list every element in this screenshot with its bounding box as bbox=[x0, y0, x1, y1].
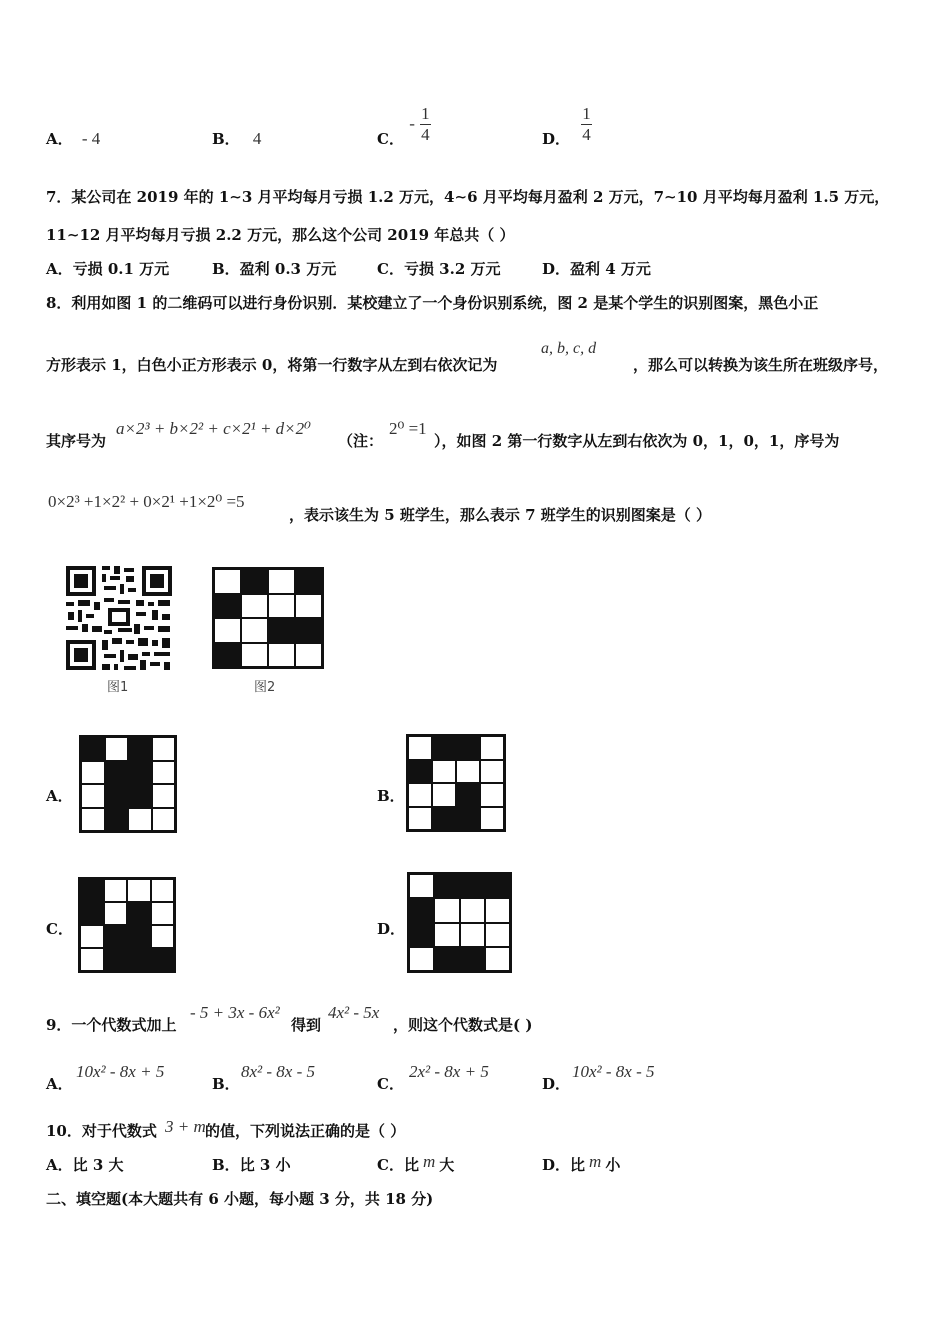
q6-option-c-denominator: 4 bbox=[421, 125, 430, 144]
q10-option-d-pre: 比 bbox=[570, 1156, 586, 1174]
optD-cell-3-2 bbox=[460, 947, 485, 971]
optB-cell-2-3 bbox=[480, 783, 504, 807]
optC-cell-2-2 bbox=[127, 925, 151, 948]
optC-cell-0-2 bbox=[127, 879, 151, 902]
optD-cell-3-0 bbox=[409, 947, 434, 971]
fig2-cell-3-1 bbox=[241, 643, 268, 668]
optA-cell-1-2 bbox=[128, 761, 152, 785]
optC-cell-1-0 bbox=[80, 902, 104, 925]
optA-cell-1-3 bbox=[152, 761, 176, 785]
optB-cell-0-3 bbox=[480, 736, 504, 760]
optB-cell-1-1 bbox=[432, 760, 456, 784]
q9-option-d-expr: 10x² - 8x - 5 bbox=[572, 1062, 655, 1081]
optA-cell-0-0 bbox=[81, 737, 105, 761]
optC-cell-3-0 bbox=[80, 948, 104, 971]
optB-cell-2-0 bbox=[408, 783, 432, 807]
q6-option-b-letter: B． bbox=[212, 130, 240, 148]
optB-cell-3-1 bbox=[432, 807, 456, 831]
q10-expr: 3 + m bbox=[165, 1117, 206, 1136]
q6-option-b-value: 4 bbox=[252, 129, 262, 148]
fig2-cell-3-3 bbox=[295, 643, 322, 668]
fig2-cell-0-1 bbox=[241, 569, 268, 594]
fig2-cell-0-2 bbox=[268, 569, 295, 594]
fig1-caption: 图1 bbox=[107, 680, 129, 695]
qr-finder-bottom-left bbox=[66, 640, 96, 670]
optA-cell-3-0 bbox=[81, 808, 105, 832]
q6-option-d bbox=[542, 104, 592, 149]
q9-option-c-letter: C． bbox=[377, 1075, 404, 1093]
q6-option-c-letter: C． bbox=[377, 130, 404, 148]
q6-option-d-numerator: 1 bbox=[582, 104, 591, 123]
q6-option-c-fraction bbox=[420, 104, 431, 145]
q9-option-b-letter: B． bbox=[212, 1075, 240, 1093]
q10-option-c-math: m bbox=[422, 1152, 436, 1171]
q8-option-c-label: C． bbox=[46, 920, 73, 938]
q8-line3-post: ），如图 2 第一行数字从左到右依次为 0，1，0，1，序号为 bbox=[434, 432, 840, 450]
q9-pre: 9．一个代数式加上 bbox=[46, 1016, 177, 1034]
optA-cell-1-0 bbox=[81, 761, 105, 785]
optD-cell-0-1 bbox=[434, 874, 459, 898]
optD-cell-3-1 bbox=[434, 947, 459, 971]
optD-cell-1-1 bbox=[434, 898, 459, 922]
q10-option-d-letter: D． bbox=[542, 1156, 571, 1174]
optA-cell-3-3 bbox=[152, 808, 176, 832]
optA-cell-0-1 bbox=[105, 737, 129, 761]
q10-option-a-letter: A． bbox=[46, 1156, 73, 1174]
optC-cell-0-1 bbox=[104, 879, 128, 902]
q8-option-a-pattern bbox=[79, 735, 177, 833]
q9-post: ，则这个代数式是( ) bbox=[393, 1016, 533, 1034]
q8-line2-post: ，那么可以转换为该生所在班级序号， bbox=[633, 356, 889, 374]
q7-option-d: D．盈利 4 万元 bbox=[542, 260, 651, 278]
optA-cell-3-1 bbox=[105, 808, 129, 832]
optD-cell-2-1 bbox=[434, 923, 459, 947]
fig2-cell-1-0 bbox=[214, 594, 241, 619]
q8-line3-note-pre: （注： bbox=[338, 432, 384, 450]
q8-line3-note-math: 2⁰ =1 bbox=[389, 419, 427, 438]
q8-line4-post: ，表示该生为 5 班学生，那么表示 7 班学生的识别图案是（ ） bbox=[289, 506, 711, 524]
q9-option-a-expr: 10x² - 8x + 5 bbox=[76, 1062, 165, 1081]
fig2-cell-1-3 bbox=[295, 594, 322, 619]
q7-option-a: A．亏损 0.1 万元 bbox=[46, 260, 170, 278]
fig2-cell-2-0 bbox=[214, 618, 241, 643]
q9-option-d-letter: D． bbox=[542, 1075, 571, 1093]
optA-cell-2-3 bbox=[152, 784, 176, 808]
qr-finder-top-right bbox=[142, 566, 172, 596]
q9-expr2: 4x² - 5x bbox=[328, 1003, 380, 1022]
optC-cell-0-0 bbox=[80, 879, 104, 902]
optA-cell-3-2 bbox=[128, 808, 152, 832]
q6-option-c bbox=[377, 104, 431, 149]
optC-cell-3-2 bbox=[127, 948, 151, 971]
optC-cell-3-3 bbox=[151, 948, 175, 971]
optD-cell-2-2 bbox=[460, 923, 485, 947]
q10-option-c bbox=[377, 1154, 454, 1175]
optC-cell-1-1 bbox=[104, 902, 128, 925]
optC-cell-1-2 bbox=[127, 902, 151, 925]
optA-cell-2-1 bbox=[105, 784, 129, 808]
optC-cell-2-1 bbox=[104, 925, 128, 948]
optB-cell-0-0 bbox=[408, 736, 432, 760]
q10-option-c-letter: C． bbox=[377, 1156, 404, 1174]
qr-finder-top-left bbox=[66, 566, 96, 596]
q7-line2: 11∼12 月平均每月亏损 2.2 万元，那么这个公司 2019 年总共（ ） bbox=[46, 226, 515, 244]
q7-option-c: C．亏损 3.2 万元 bbox=[377, 260, 501, 278]
optA-cell-1-1 bbox=[105, 761, 129, 785]
q10-option-b-letter: B． bbox=[212, 1156, 240, 1174]
optD-cell-0-2 bbox=[460, 874, 485, 898]
q10-option-d-post: 小 bbox=[605, 1156, 621, 1174]
q6-option-d-denominator: 4 bbox=[582, 125, 591, 144]
optB-cell-2-2 bbox=[456, 783, 480, 807]
q8-line1: 8．利用如图 1 的二维码可以进行身份识别．某校建立了一个身份识别系统，图 2 是某个学生的识别图案，黑色小正 bbox=[46, 294, 819, 312]
q9-option-b-expr: 8x² - 8x - 5 bbox=[241, 1062, 316, 1081]
section2-heading: 二、填空题(本大题共有 6 小题，每小题 3 分，共 18 分) bbox=[46, 1190, 434, 1208]
q8-line3-formula: a×2³ + b×2² + c×2¹ + d×2⁰ bbox=[116, 419, 311, 438]
fig2-cell-2-1 bbox=[241, 618, 268, 643]
fig2-caption: 图2 bbox=[254, 680, 276, 695]
optA-cell-2-0 bbox=[81, 784, 105, 808]
q9-option-c-expr: 2x² - 8x + 5 bbox=[409, 1062, 489, 1081]
q8-option-d-label: D． bbox=[377, 920, 406, 938]
q10-option-a bbox=[46, 1154, 124, 1175]
fig1-qr-code bbox=[64, 564, 174, 672]
q6-option-a-letter: A． bbox=[46, 130, 73, 148]
q6-option-d-letter: D． bbox=[542, 130, 571, 148]
q7-line1: 7．某公司在 2019 年的 1∼3 月平均每月亏损 1.2 万元，4∼6 月平均每月盈利 2 万元，7∼10 月平均每月盈利 1.5 万元， bbox=[46, 188, 890, 206]
optB-cell-1-0 bbox=[408, 760, 432, 784]
q10-option-d-math: m bbox=[589, 1152, 602, 1171]
optD-cell-1-3 bbox=[485, 898, 510, 922]
optB-cell-3-0 bbox=[408, 807, 432, 831]
optD-cell-1-2 bbox=[460, 898, 485, 922]
q6-option-c-sign: - bbox=[409, 114, 415, 133]
q8-line3-pre: 其序号为 bbox=[46, 432, 107, 450]
fig2-cell-0-0 bbox=[214, 569, 241, 594]
fig2-cell-0-3 bbox=[295, 569, 322, 594]
q6-option-d-fraction bbox=[581, 104, 592, 145]
q8-line2-pre: 方形表示 1，白色小正方形表示 0，将第一行数字从左到右依次记为 bbox=[46, 356, 498, 374]
q6-option-c-numerator: 1 bbox=[421, 104, 430, 123]
q8-line4-formula: 0×2³ +1×2² + 0×2¹ +1×2⁰ =5 bbox=[48, 492, 245, 511]
q9-mid: 得到 bbox=[291, 1016, 322, 1034]
q6-option-a-value: - 4 bbox=[81, 129, 101, 148]
fig2-cell-3-0 bbox=[214, 643, 241, 668]
q8-option-c-pattern bbox=[78, 877, 176, 973]
optB-cell-0-2 bbox=[456, 736, 480, 760]
fig2-cell-3-2 bbox=[268, 643, 295, 668]
q8-line2-math: a, b, c, d bbox=[541, 340, 597, 357]
optD-cell-0-3 bbox=[485, 874, 510, 898]
optC-cell-1-3 bbox=[151, 902, 175, 925]
optD-cell-2-3 bbox=[485, 923, 510, 947]
q8-option-b-label: B． bbox=[377, 787, 405, 805]
fig2-cell-2-2 bbox=[268, 618, 295, 643]
optA-cell-0-3 bbox=[152, 737, 176, 761]
optD-cell-1-0 bbox=[409, 898, 434, 922]
optC-cell-3-1 bbox=[104, 948, 128, 971]
optB-cell-1-2 bbox=[456, 760, 480, 784]
optB-cell-0-1 bbox=[432, 736, 456, 760]
q7-option-b: B．盈利 0.3 万元 bbox=[212, 260, 337, 278]
optA-cell-0-2 bbox=[128, 737, 152, 761]
q9-expr1: - 5 + 3x - 6x² bbox=[190, 1003, 280, 1022]
q10-option-b-text: 比 3 小 bbox=[239, 1156, 291, 1174]
q10-option-c-pre: 比 bbox=[403, 1156, 419, 1174]
optA-cell-2-2 bbox=[128, 784, 152, 808]
optB-cell-1-3 bbox=[480, 760, 504, 784]
fig2-cell-1-2 bbox=[268, 594, 295, 619]
q9-option-a-letter: A． bbox=[46, 1075, 73, 1093]
q10-option-b bbox=[212, 1154, 291, 1175]
fig2-cell-1-1 bbox=[241, 594, 268, 619]
q8-option-d-pattern bbox=[407, 872, 512, 973]
q10-option-c-post: 大 bbox=[439, 1156, 455, 1174]
optC-cell-0-3 bbox=[151, 879, 175, 902]
q10-option-a-text: 比 3 大 bbox=[72, 1156, 124, 1174]
optC-cell-2-3 bbox=[151, 925, 175, 948]
optB-cell-3-2 bbox=[456, 807, 480, 831]
q10-option-d bbox=[542, 1154, 620, 1175]
q6-option-a bbox=[46, 128, 100, 149]
optD-cell-2-0 bbox=[409, 923, 434, 947]
q10-post: 的值，下列说法正确的是（ ） bbox=[205, 1122, 406, 1140]
optD-cell-0-0 bbox=[409, 874, 434, 898]
q6-option-b bbox=[212, 128, 261, 149]
fig2-cell-2-3 bbox=[295, 618, 322, 643]
optD-cell-3-3 bbox=[485, 947, 510, 971]
q8-option-a-label: A． bbox=[46, 787, 73, 805]
optB-cell-2-1 bbox=[432, 783, 456, 807]
q8-option-b-pattern bbox=[406, 734, 506, 832]
optB-cell-3-3 bbox=[480, 807, 504, 831]
optC-cell-2-0 bbox=[80, 925, 104, 948]
q10-pre: 10．对于代数式 bbox=[46, 1122, 157, 1140]
fig2-pattern bbox=[212, 567, 324, 669]
